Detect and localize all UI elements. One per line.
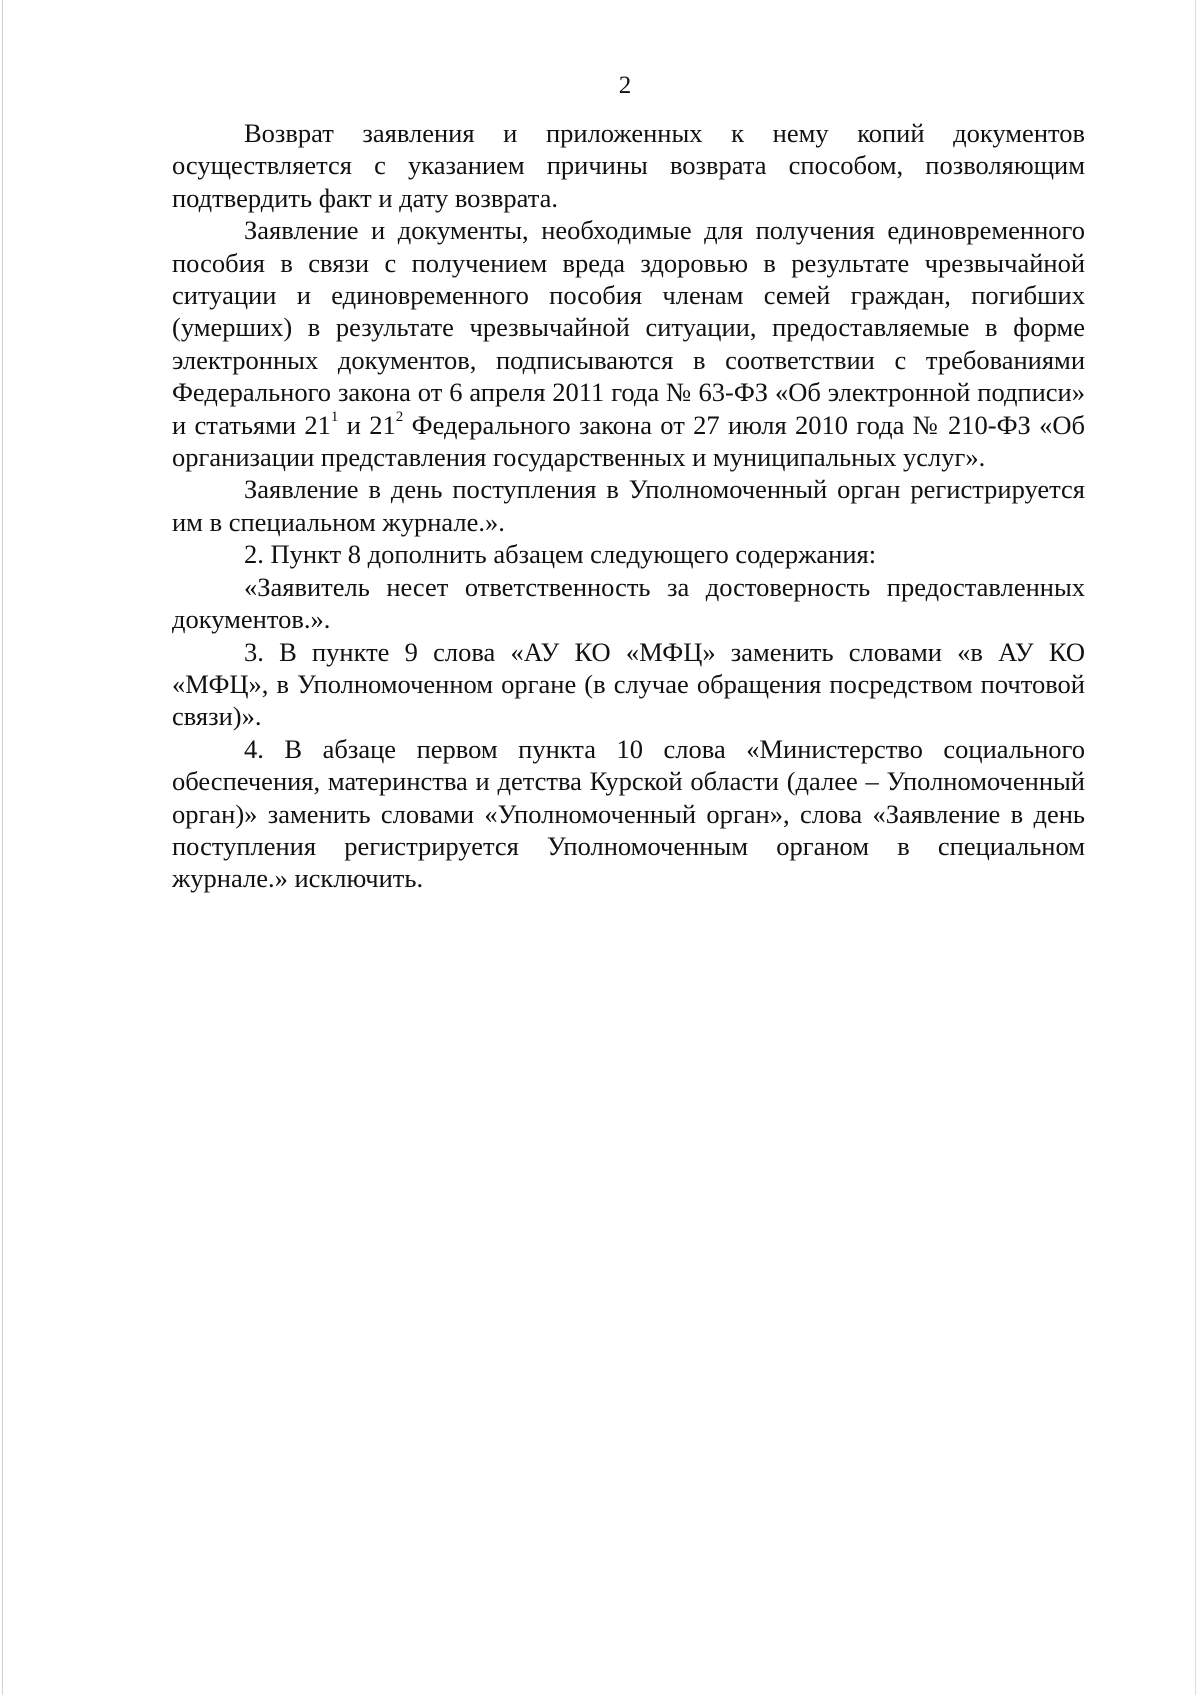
- scan-edge-left: [2, 0, 3, 1695]
- paragraph-item-2: 2. Пункт 8 дополнить абзацем следующего содержания:: [244, 539, 877, 570]
- paragraph-electronic-documents-text-end: Федерального закона от 27 июля 2010 года № 210-ФЗ «Об организации представления государственных и муниципальных услуг».: [172, 409, 1086, 473]
- paragraph-registration: Заявление в день поступления в Уполномоченный орган регистрируется им в специальном журнале.».: [172, 474, 1085, 537]
- document-body: [172, 117, 1085, 895]
- superscript-1: 1: [330, 408, 339, 425]
- paragraph-electronic-documents-text-middle: и 21: [338, 409, 396, 440]
- paragraph-item-4: 4. В абзаце первом пункта 10 слова «Министерство социального обеспечения, материнства и детства Курской области (далее – Уполномоченный орган)» заменить словами «Уполномоченный орган», слова «Заявление в день поступления регистрируется Уполномоченным органом в специальном журнале.» исключить.: [172, 733, 1085, 894]
- paragraph-electronic-documents-text-start: Заявление и документы, необходимые для получения единовременного пособия в связи с получением вреда здоровью в результате чрезвычайной ситуации и единовременного пособия членам семей граждан, погибших (умерших) в результате чрезвычайной ситуации, предоставляемые в форме электронных документов, подписываются в соответствии с требованиями Федерального закона от 6 апреля 2011 года № 63-ФЗ «Об электронной подписи» и статьями 21: [172, 215, 1085, 440]
- superscript-2: 2: [395, 408, 404, 425]
- paragraph-electronic-documents: [172, 214, 1085, 473]
- scan-edge-right: [1195, 0, 1196, 1695]
- paragraph-applicant-responsibility: «Заявитель несет ответственность за достоверность предоставленных документов.».: [172, 571, 1085, 635]
- paragraph-return-of-application: Возврат заявления и приложенных к нему копий документов осуществляется с указанием причины возврата способом, позволяющим подтвердить факт и дату возврата.: [172, 118, 1085, 213]
- paragraph-item-3: 3. В пункте 9 слова «АУ КО «МФЦ» заменить словами «в АУ КО «МФЦ», в Уполномоченном органе (в случае обращения посредством почтовой связи)».: [172, 636, 1085, 732]
- page-number: 2: [618, 72, 632, 99]
